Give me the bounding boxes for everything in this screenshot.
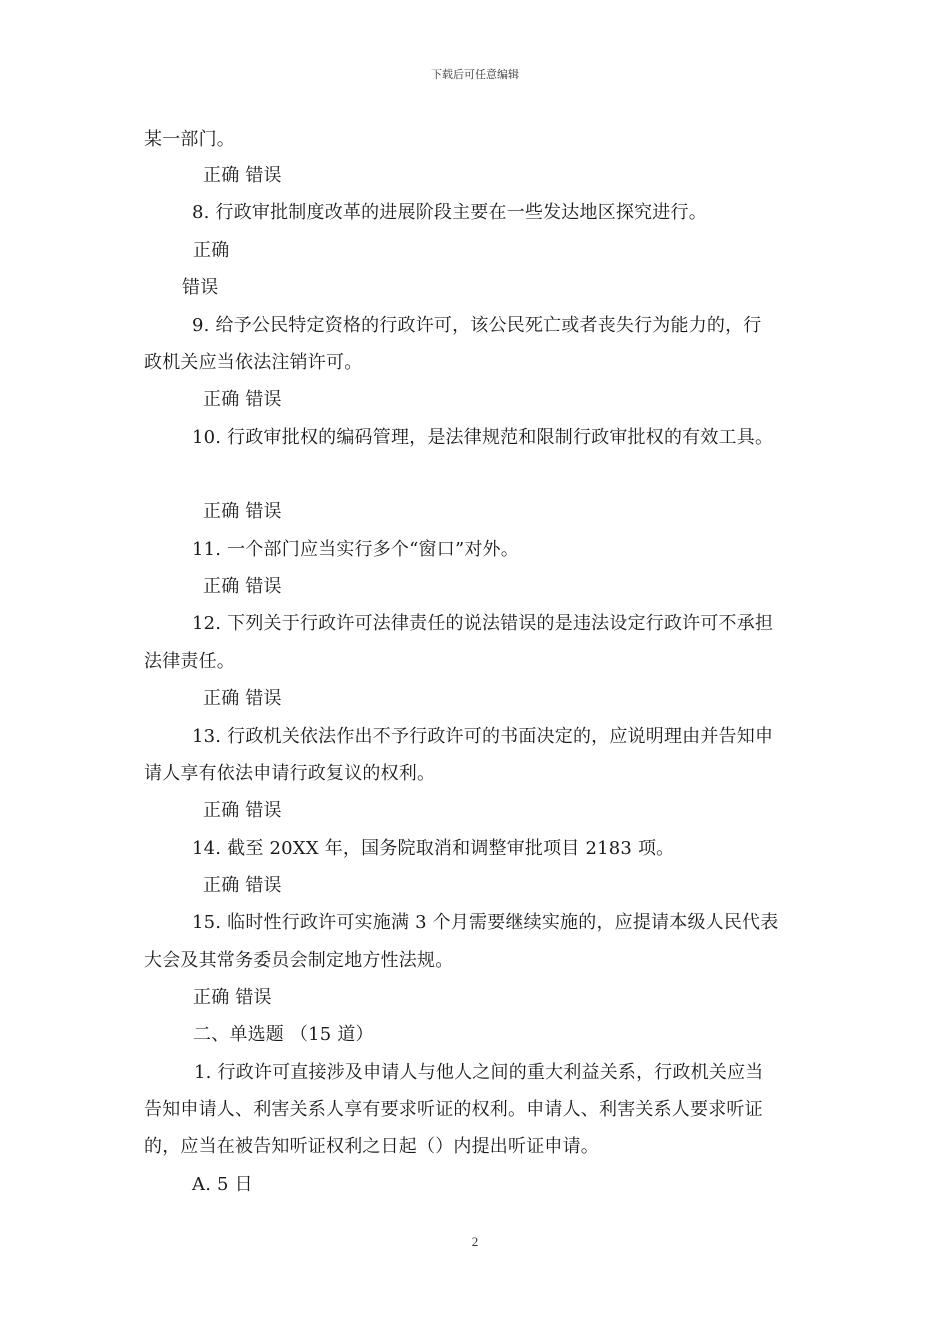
answer-options: 正确 错误 bbox=[203, 576, 282, 597]
page-number: 2 bbox=[471, 1234, 479, 1249]
single-choice-question-1-cont: 的，应当在被告知听证权利之日起（）内提出听证申请。 bbox=[144, 1136, 599, 1157]
question-15-cont: 大会及其常务委员会制定地方性法规。 bbox=[144, 950, 454, 971]
question-12: 12. 下列关于行政许可法律责任的说法错误的是违法设定行政许可不承担 bbox=[192, 613, 774, 634]
single-choice-question-1: 1. 行政许可直接涉及申请人与他人之间的重大利益关系，行政机关应当 bbox=[194, 1062, 764, 1083]
question-12-cont: 法律责任。 bbox=[144, 651, 235, 672]
question-8: 8. 行政审批制度改革的进展阶段主要在一些发达地区探究进行。 bbox=[192, 202, 707, 223]
question-9-cont: 政机关应当依法注销许可。 bbox=[144, 352, 363, 373]
answer-options: 正确 错误 bbox=[203, 688, 282, 709]
option-a: A. 5 日 bbox=[192, 1174, 253, 1195]
answer-correct: 正确 bbox=[193, 240, 230, 261]
page-header: 下载后可任意编辑 bbox=[431, 68, 519, 81]
single-choice-question-1-cont: 告知申请人、利害关系人享有要求听证的权利。申请人、利害关系人要求听证 bbox=[144, 1099, 763, 1120]
question-15: 15. 临时性行政许可实施满 3 个月需要继续实施的，应提请本级人民代表 bbox=[192, 912, 779, 933]
answer-options: 正确 错误 bbox=[203, 875, 282, 896]
question-13: 13. 行政机关依法作出不予行政许可的书面决定的，应说明理由并告知申 bbox=[192, 726, 774, 747]
question-10: 10. 行政审批权的编码管理，是法律规范和限制行政审批权的有效工具。 bbox=[192, 427, 774, 448]
answer-options: 正确 错误 bbox=[193, 987, 272, 1008]
section-heading: 二、单选题 （15 道） bbox=[193, 1024, 374, 1045]
question-11: 11. 一个部门应当实行多个“窗口”对外。 bbox=[192, 539, 519, 560]
answer-options: 正确 错误 bbox=[203, 389, 282, 410]
answer-options: 正确 错误 bbox=[203, 501, 282, 522]
answer-options: 正确 错误 bbox=[203, 800, 282, 821]
question-13-cont: 请人享有依法申请行政复议的权利。 bbox=[144, 763, 436, 784]
answer-options: 正确 错误 bbox=[203, 165, 282, 186]
text-line: 某一部门。 bbox=[144, 129, 235, 150]
question-9: 9. 给予公民特定资格的行政许可，该公民死亡或者丧失行为能力的，行 bbox=[192, 315, 762, 336]
question-14: 14. 截至 20XX 年，国务院取消和调整审批项目 2183 项。 bbox=[192, 838, 675, 859]
answer-wrong: 错误 bbox=[182, 277, 219, 298]
